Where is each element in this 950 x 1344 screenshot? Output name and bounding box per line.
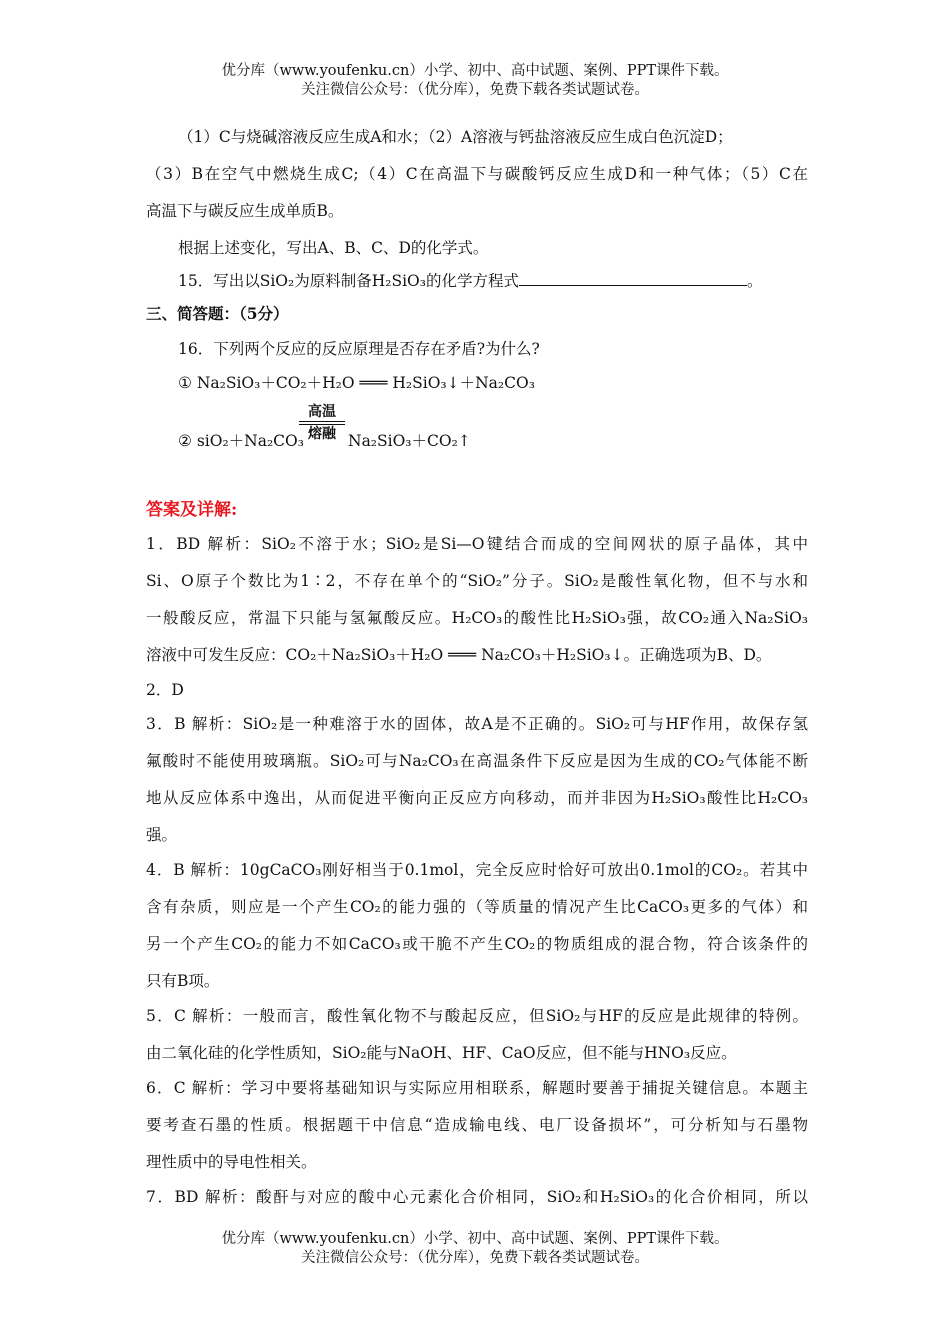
answer-3-line-3: 地从反应体系中逸出，从而促进平衡向正反应方向移动，而并非因为H₂SiO₃酸性比H₂CO₃ (146, 789, 808, 807)
footer-line-2: 关注微信公众号：（优分库），免费下载各类试题试卷。 (301, 1250, 649, 1266)
answers-title: 答案及详解: (146, 500, 238, 520)
footer-line-1: 优分库（www.youfenku.cn）小学、初中、高中试题、案例、PPT课件下载。 (221, 1231, 729, 1247)
header-line-2: 关注微信公众号：（优分库），免费下载各类试题试卷。 (301, 82, 649, 98)
answer-4-line-4: 只有B项。 (146, 972, 220, 990)
answer-1-line-3: 一般酸反应，常温下只能与氢氟酸反应。H₂CO₃的酸性比H₂SiO₃强，故CO₂通入Na₂SiO₃ (146, 609, 808, 627)
answer-2: 2．D (146, 681, 184, 699)
section-3-heading: 三、简答题：（5分） (146, 304, 289, 323)
answer-1-line-2: Si、O原子个数比为1∶2，不存在单个的“SiO₂”分子。SiO₂是酸性氧化物，但不与水和 (146, 572, 808, 590)
answer-6-line-3: 理性质中的导电性相关。 (146, 1153, 317, 1171)
answer-5-line-2: 由二氧化硅的化学性质知，SiO₂能与NaOH、HF、CaO反应，但不能与HNO₃反应。 (146, 1044, 737, 1062)
answer-4-line-1: 4．B 解析：10gCaCO₃刚好相当于0.1mol，完全反应时恰好可放出0.1mol的CO₂。若其中 (146, 861, 808, 879)
answer-5-line-1: 5．C 解析：一般而言，酸性氧化物不与酸起反应，但SiO₂与HF的反应是此规律的特例。 (146, 1007, 808, 1025)
q16-reaction-2-right: Na₂SiO₃＋CO₂↑ (348, 432, 471, 450)
q14-line-2: （3）B在空气中燃烧生成C;（4）C在高温下与碳酸钙反应生成D和一种气体；（5）C在 (146, 165, 808, 183)
answer-1-line-4: 溶液中可发生反应：CO₂＋Na₂SiO₃＋H₂O ═══ Na₂CO₃＋H₂SiO₃↓。正确选项为B、D。 (146, 646, 772, 664)
q16-reaction-2-left: ② siO₂＋Na₂CO₃ (178, 432, 304, 450)
q15-text: 15．写出以SiO₂为原料制备H₂SiO₃的化学方程式 (178, 272, 519, 290)
condition-equals-sign (299, 421, 345, 425)
answer-3-line-2: 氟酸时不能使用玻璃瓶。SiO₂可与Na₂CO₃在高温条件下反应是因为生成的CO₂气体能不断 (146, 752, 808, 770)
q14-line-3: 高温下与碳反应生成单质B。 (146, 202, 344, 220)
answer-6-line-2: 要考查石墨的性质。根据题干中信息“造成输电线、电厂设备损坏”，可分析知与石墨物 (146, 1116, 808, 1134)
answer-3-line-1: 3．B 解析：SiO₂是一种难溶于水的固体，故A是不正确的。SiO₂可与HF作用，故保存氢 (146, 715, 808, 733)
answer-1-line-1: 1．BD 解析：SiO₂不溶于水；SiO₂是Si—O键结合而成的空间网状的原子晶体，其中 (146, 535, 808, 553)
answer-3-line-4: 强。 (146, 826, 178, 844)
condition-molten: 熔融 (308, 426, 336, 442)
q14-line-4: 根据上述变化，写出A、B、C、D的化学式。 (178, 239, 489, 257)
answer-4-line-3: 另一个产生CO₂的能力不如CaCO₃或干脆不产生CO₂的物质组成的混合物，符合该条件的 (146, 935, 808, 953)
q16-stem: 16．下列两个反应的反应原理是否存在矛盾?为什么? (178, 340, 540, 358)
q15-line (178, 270, 840, 292)
answer-6-line-1: 6．C 解析：学习中要将基础知识与实际应用相联系，解题时要善于捕捉关键信息。本题主 (146, 1079, 808, 1097)
q15-answer-blank (519, 271, 747, 286)
q15-end: 。 (746, 272, 763, 290)
answer-4-line-2: 含有杂质，则应是一个产生CO₂的能力强的（等质量的情况产生比CaCO₃更多的气体）和 (146, 898, 808, 916)
q16-reaction-1: ① Na₂SiO₃＋CO₂＋H₂O ═══ H₂SiO₃↓＋Na₂CO₃ (178, 374, 535, 392)
condition-high-temp: 高温 (308, 404, 336, 420)
q14-line-1: （1）C与烧碱溶液反应生成A和水；（2）A溶液与钙盐溶液反应生成白色沉淀D； (178, 128, 733, 146)
header-line-1: 优分库（www.youfenku.cn）小学、初中、高中试题、案例、PPT课件下载。 (221, 63, 729, 79)
answer-7-line-1: 7．BD 解析：酸酐与对应的酸中心元素化合价相同，SiO₂和H₂SiO₃的化合价相同，所以 (146, 1188, 808, 1206)
